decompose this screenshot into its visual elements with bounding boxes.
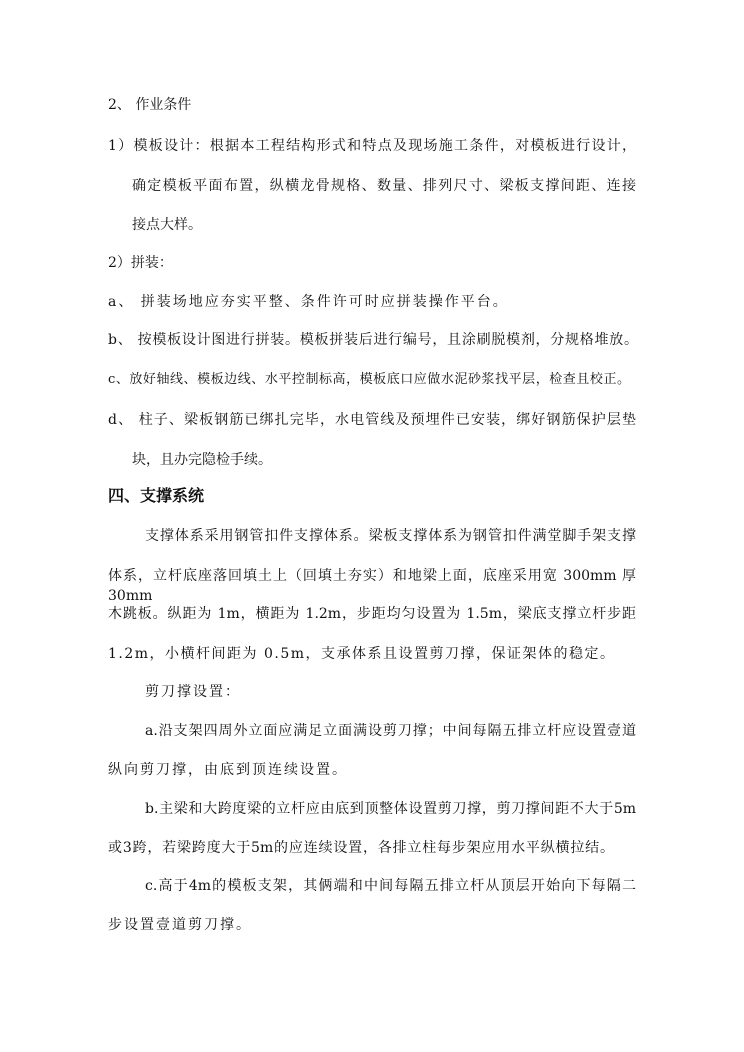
- text-line: b、 按模板设计图进行拼装。模板拼装后进行编号，且涂刷脱模剂，分规格堆放。: [108, 332, 638, 348]
- text-line: 纵向剪刀撑，由底到顶连续设置。: [108, 762, 348, 778]
- section-heading: 四、支撑系统: [108, 486, 205, 505]
- text-line: a.沿支架四周外立面应满足立面满设剪刀撑；中间每隔五排立杆应设置壹道: [145, 723, 636, 739]
- text-line: c、放好轴线、模板边线、水平控制标高，模板底口应做水泥砂浆找平层，检查且校正。: [108, 372, 630, 387]
- text-line: 块，且办完隐检手续。: [132, 452, 272, 468]
- text-line: c.高于4m的模板支架，其俩端和中间每隔五排立杆从顶层开始向下每隔二: [145, 878, 636, 894]
- text-line: 体系，立杆底座落回填土上（回填土夯实）和地梁上面，底座采用宽 300mm 厚 30mm: [108, 568, 636, 604]
- text-line: 1）模板设计：根据本工程结构形式和特点及现场施工条件，对模板进行设计，: [108, 138, 636, 154]
- text-line: 确定模板平面布置，纵横龙骨规格、数量、排列尺寸、梁板支撑间距、连接: [132, 178, 636, 194]
- text-line: 木跳板。纵距为 1m，横距为 1.2m，步距均匀设置为 1.5m，梁底支撑立杆步距: [108, 606, 636, 622]
- text-line: 剪刀撑设置：: [145, 684, 241, 700]
- subsection-title: 2、 作业条件: [108, 97, 192, 113]
- text-line: 支撑体系采用钢管扣件支撑体系。梁板支撑体系为钢管扣件满堂脚手架支撑: [145, 528, 636, 544]
- text-line: 1.2m，小横杆间距为 0.5m，支承体系且设置剪刀撑，保证架体的稳定。: [108, 646, 616, 662]
- text-line: d、 柱子、梁板钢筋已绑扎完毕，水电管线及预埋件已安装，绑好钢筋保护层垫: [108, 412, 636, 428]
- text-line: a、 拼装场地应夯实平整、条件许可时应拼装操作平台。: [108, 294, 509, 310]
- text-line: b.主梁和大跨度梁的立杆应由底到顶整体设置剪刀撑，剪刀撑间距不大于5m: [145, 801, 636, 817]
- text-line: 步设置壹道剪刀撑。: [108, 917, 252, 933]
- text-line: 2）拼装：: [108, 255, 173, 271]
- text-line: 接点大样。: [132, 217, 202, 233]
- text-line: 或3跨，若梁跨度大于5m的应连续设置，各排立柱每步架应用水平纵横拉结。: [108, 840, 614, 856]
